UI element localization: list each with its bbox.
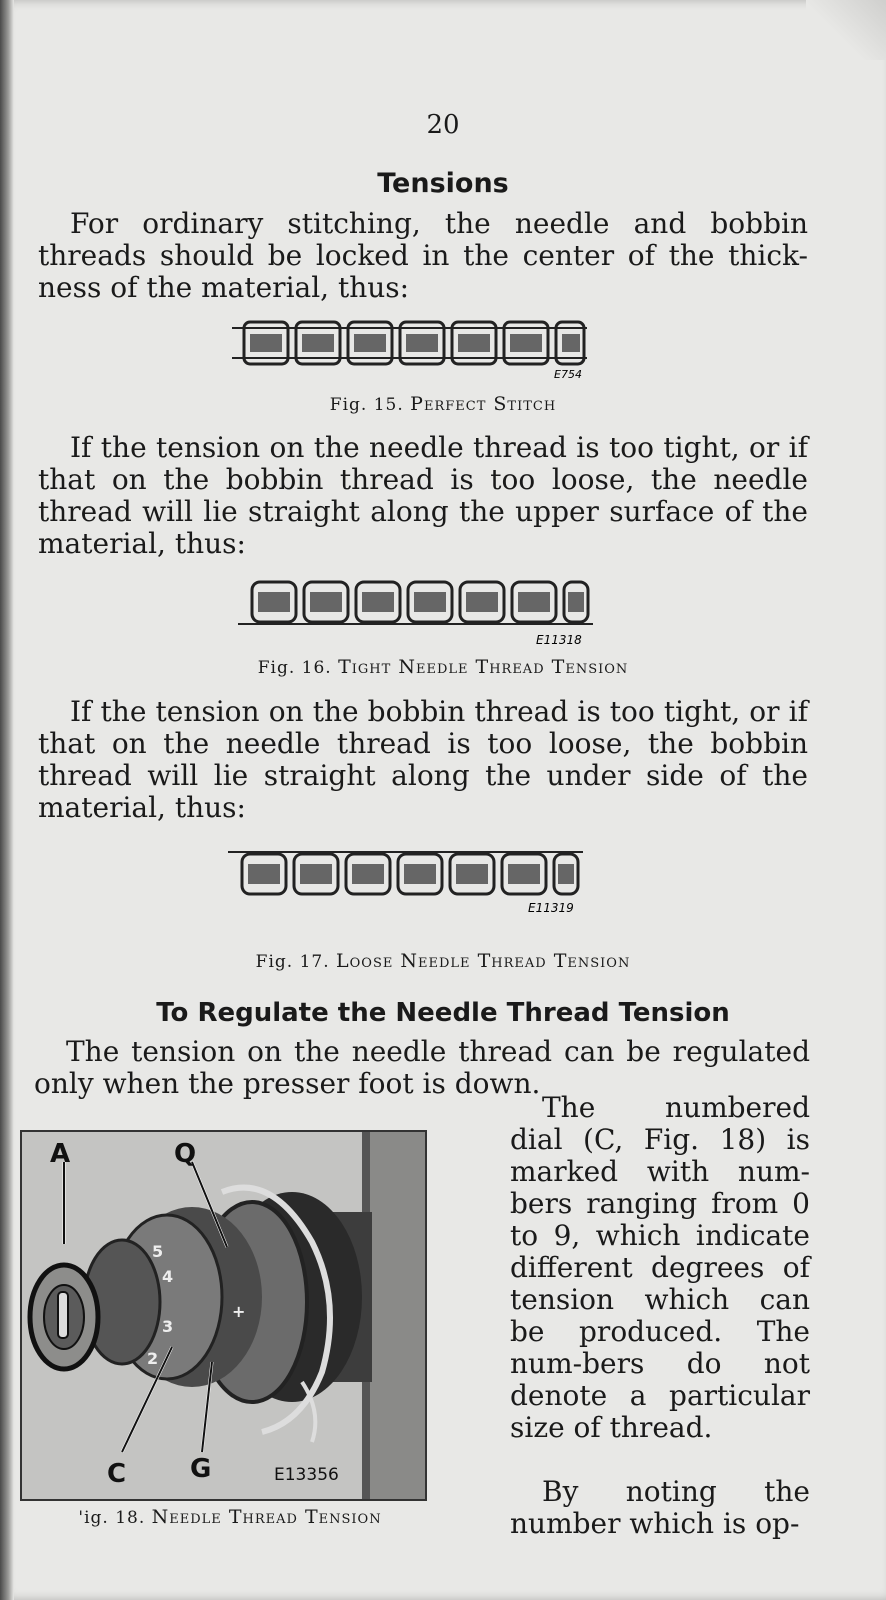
caption-fig16	[0, 656, 886, 678]
caption-title: Tight Needle Thread Tension	[338, 656, 629, 678]
svg-text:2: 2	[147, 1349, 159, 1368]
figure-perfect-stitch	[232, 318, 592, 382]
heading-tensions: Tensions	[377, 168, 509, 199]
caption-number: Fig. 15.	[329, 395, 404, 415]
paragraph-loose-tension: If the tension on the bobbin thread is too tight, or if that on the needle thread is too loose, the bobbin thread will lie straight along the under side of the material, thus:	[38, 695, 808, 824]
page-spine-shadow	[0, 0, 14, 1600]
label-a: A	[50, 1139, 71, 1169]
figure-code: E754	[554, 368, 582, 381]
svg-text:5: 5	[152, 1242, 164, 1261]
heading-regulate: To Regulate the Needle Thread Tension	[156, 998, 730, 1028]
caption-number: Fig. 16.	[257, 658, 332, 678]
caption-fig18	[20, 1506, 440, 1528]
figure-code: E11319	[528, 901, 574, 915]
figure-code: E13356	[274, 1465, 339, 1485]
caption-title: Perfect Stitch	[410, 393, 557, 415]
paragraph-perfect-stitch: For ordinary stitching, the needle and bobbin threads should be locked in the center of the thick-ness of the material, thus:	[38, 207, 808, 304]
caption-fig15	[0, 393, 886, 415]
caption-title: Needle Thread Tension	[151, 1506, 382, 1528]
caption-fig17	[0, 950, 886, 972]
paragraph-numbered-dial: The numbered dial (C, Fig. 18) is marked with num-bers ranging from 0 to 9, which indicate different degrees of tension which can be produced. The num-bers do not denote a particular size of thread.	[510, 1091, 810, 1444]
page-corner-wear	[806, 0, 886, 60]
label-g: G	[190, 1454, 212, 1484]
label-q: Q	[174, 1139, 197, 1169]
caption-title: Loose Needle Thread Tension	[336, 950, 631, 972]
paragraph-noting-number: By noting the number which is op-	[510, 1475, 810, 1540]
figure-tight-needle-tension	[238, 578, 598, 650]
svg-text:3: 3	[162, 1317, 174, 1336]
label-c: C	[107, 1459, 127, 1489]
caption-number: 'ig. 18.	[78, 1508, 146, 1528]
tension-assembly-illustration	[22, 1132, 425, 1499]
svg-text:+: +	[232, 1302, 246, 1321]
paragraph-regulate: The tension on the needle thread can be regulated only when the presser foot is down.	[34, 1035, 810, 1100]
page-number: 20	[426, 110, 460, 140]
figure-loose-needle-tension	[228, 846, 588, 918]
figure-code: E11318	[536, 633, 582, 647]
figure-needle-thread-tension-photo	[20, 1130, 427, 1501]
svg-text:4: 4	[162, 1267, 174, 1286]
caption-number: Fig. 17.	[255, 952, 330, 972]
paragraph-tight-tension: If the tension on the needle thread is too tight, or if that on the bobbin thread is too loose, the needle thread will lie straight along the upper surface of the material, thus:	[38, 431, 808, 560]
